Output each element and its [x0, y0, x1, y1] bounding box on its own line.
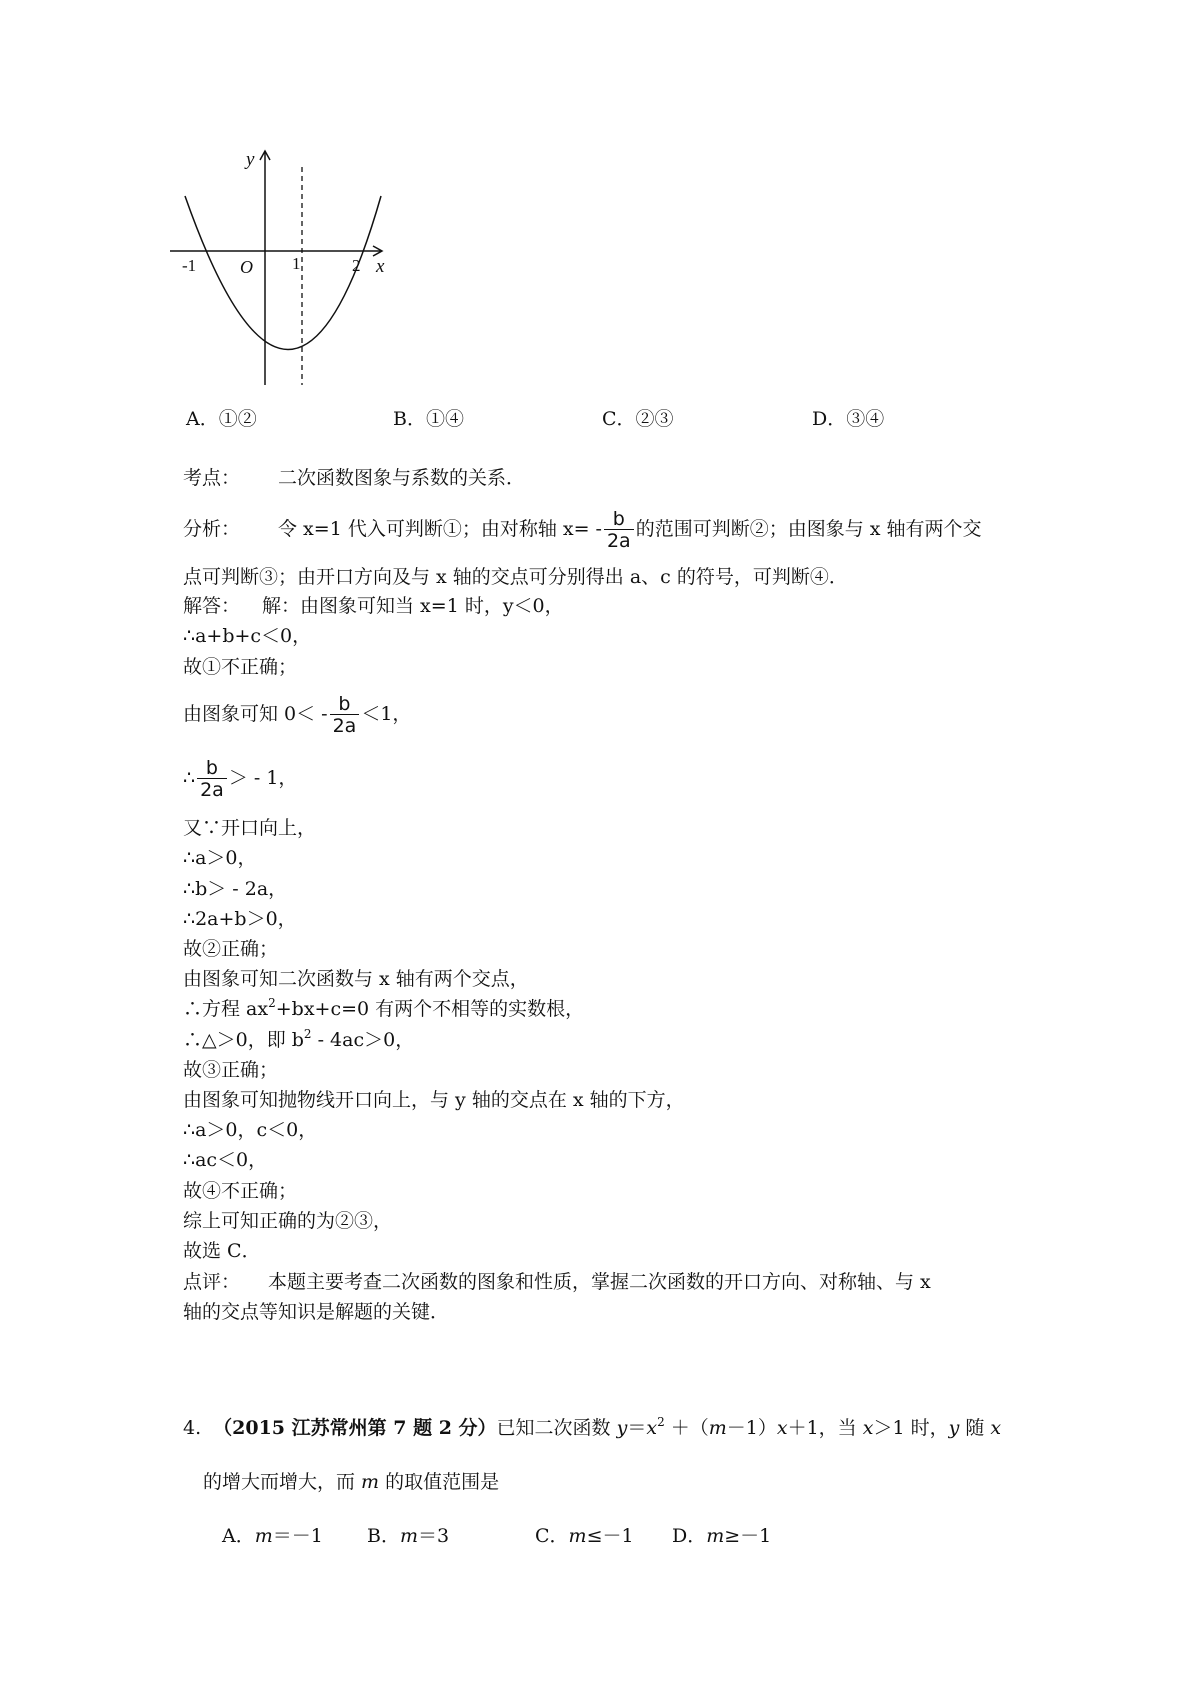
jieda-l19: 综上可知正确的为②③，: [183, 1210, 393, 1232]
fenxi-label: 分析：: [183, 518, 241, 540]
fenxi-line-1: [183, 505, 982, 553]
jieda-line-1: [183, 593, 564, 619]
q4-number: 4.: [183, 1417, 202, 1439]
q4-line2-m: m: [361, 1471, 380, 1493]
q4-option-c: [535, 1521, 634, 1548]
parabola-graph: [170, 145, 430, 395]
fenxi-fraction: [604, 509, 634, 552]
fenxi-frac-num: b: [612, 507, 625, 530]
q4-var-y2: y: [948, 1417, 960, 1439]
q4-opt-c-label: C．: [535, 1525, 569, 1547]
q4-option-b: [367, 1521, 449, 1548]
jieda-l10: 故②正确；: [183, 938, 279, 960]
q4-option-d: [672, 1521, 771, 1548]
jieda-l18: 故④不正确；: [183, 1180, 298, 1202]
q4-opt-c-val: ≤－1: [586, 1525, 634, 1547]
jieda-l12-sup: 2: [268, 996, 276, 1010]
dianping-line-1: [183, 1269, 931, 1295]
jieda-l7: ∴a＞0，: [183, 847, 257, 869]
jieda-l12-post: +bx+c=0 有两个不相等的实数根，: [275, 998, 585, 1020]
dianping-label: 点评：: [183, 1271, 241, 1293]
q4-line-2: [203, 1469, 499, 1495]
jieda-l9: ∴2a+b＞0，: [183, 908, 297, 930]
jieda-l12: [183, 996, 584, 1024]
q4-opt-b-val: ＝3: [418, 1525, 450, 1547]
jieda-l6: 又∵开口向上，: [183, 817, 317, 839]
kaodian-line: [183, 465, 525, 491]
jieda-l5-fraction: [197, 758, 227, 801]
q4-opt-b-m: m: [399, 1525, 418, 1547]
tick-label-1: 1: [292, 254, 301, 273]
q4-plus: ＋（: [664, 1417, 709, 1439]
jieda-l5-num: b: [205, 756, 218, 779]
q4-option-a: [222, 1521, 323, 1548]
jieda-l8: ∴b＞ - 2a，: [183, 878, 288, 900]
jieda-l5-pre: ∴: [183, 767, 196, 789]
fenxi-line-2: 点可判断③；由开口方向及与 x 轴的交点可分别得出 a、c 的符号，可判断④．: [183, 566, 848, 588]
origin-label: O: [240, 257, 253, 277]
q4-var-x3: x: [862, 1417, 874, 1439]
jieda-l16: ∴a＞0，c＜0，: [183, 1119, 318, 1141]
jieda-l13-pre: ∴△＞0，即 b: [183, 1029, 304, 1051]
option-d: D．③④: [812, 408, 885, 430]
dianping-line-2: 轴的交点等知识是解题的关键．: [183, 1301, 450, 1323]
jieda-l11: 由图象可知二次函数与 x 轴有两个交点，: [183, 968, 529, 990]
jieda-l14: 故③正确；: [183, 1059, 279, 1081]
q4-opt-a-label: A．: [222, 1525, 255, 1547]
q4-line-1: [183, 1415, 1001, 1443]
q4-line2-post: 的取值范围是: [379, 1471, 500, 1493]
q4-opt-b-label: B．: [367, 1525, 400, 1547]
jieda-l4-post: ＜1，: [361, 703, 412, 725]
q4-source: （2015 江苏常州第 7 题 2 分）: [213, 1417, 497, 1439]
q4-stem-a: 已知二次函数: [496, 1417, 617, 1439]
jieda-l13-sup: 2: [303, 1027, 312, 1041]
q4-line2-pre: 的增大而增大，而: [203, 1471, 362, 1493]
fenxi-part2: 的范围可判断②；由图象与 x 轴有两个交: [635, 518, 982, 540]
option-b: B．①④: [393, 408, 464, 430]
jieda-l4-fraction: [330, 694, 360, 737]
jieda-l3: 故①不正确；: [183, 656, 298, 678]
jieda-l17: ∴ac＜0，: [183, 1149, 268, 1171]
x-axis-label: x: [376, 256, 385, 277]
jieda-l4-pre: 由图象可知 0＜ -: [183, 703, 328, 725]
q4-var-x2: x: [776, 1417, 788, 1439]
option-a: A．①②: [186, 408, 257, 430]
kaodian-label: 考点：: [183, 467, 241, 489]
jieda-l13-post: - 4ac＞0，: [311, 1029, 415, 1051]
fenxi-part1: 令 x=1 代入可判断①；由对称轴 x= -: [278, 518, 602, 540]
q4-sui: 随: [959, 1417, 991, 1439]
dianping-text-1: 本题主要考查二次函数的图象和性质，掌握二次函数的开口方向、对称轴、与 x: [268, 1271, 931, 1293]
fenxi-frac-den: 2a: [604, 529, 634, 552]
q4-opt-c-m: m: [568, 1525, 587, 1547]
jieda-l4-num: b: [338, 692, 351, 715]
tick-label-neg1: -1: [182, 256, 197, 275]
q4-eq: ＝: [627, 1417, 647, 1439]
q4-opt-d-val: ≥－1: [724, 1525, 772, 1547]
jieda-l5-post: ＞ - 1，: [228, 767, 298, 789]
jieda-l15: 由图象可知抛物线开口向上，与 y 轴的交点在 x 轴的下方，: [183, 1089, 685, 1111]
jieda-l4-den: 2a: [330, 714, 360, 737]
jieda-l20: 故选 C．: [183, 1240, 261, 1262]
jieda-l5: [183, 754, 297, 802]
q4-gt1: ＞1 时，: [873, 1417, 949, 1439]
q4-plus1: ＋1，当: [787, 1417, 863, 1439]
y-axis-label: y: [246, 149, 255, 170]
q4-var-x: x: [646, 1417, 658, 1439]
q4-var-m: m: [708, 1417, 727, 1439]
kaodian-text: 二次函数图象与系数的关系．: [278, 467, 526, 489]
jieda-l1: 解：由图象可知当 x=1 时，y＜0，: [262, 595, 564, 617]
jieda-l4: [183, 690, 411, 738]
q4-opt-a-m: m: [254, 1525, 273, 1547]
jieda-label: 解答：: [183, 595, 241, 617]
q4-sup2: 2: [657, 1415, 665, 1429]
q4-opt-a-val: ＝－1: [272, 1525, 323, 1547]
q4-var-x4: x: [990, 1417, 1002, 1439]
jieda-l13: [183, 1027, 414, 1055]
q4-opt-d-m: m: [706, 1525, 725, 1547]
tick-label-2: 2: [352, 256, 361, 275]
jieda-l2: ∴a+b+c＜0，: [183, 625, 312, 647]
q4-opt-d-label: D．: [672, 1525, 707, 1547]
option-c: C．②③: [602, 408, 674, 430]
q4-minus1: －1）: [726, 1417, 777, 1439]
jieda-l12-pre: ∴方程 ax: [183, 998, 269, 1020]
jieda-l5-den: 2a: [197, 778, 227, 801]
q4-var-y: y: [616, 1417, 628, 1439]
